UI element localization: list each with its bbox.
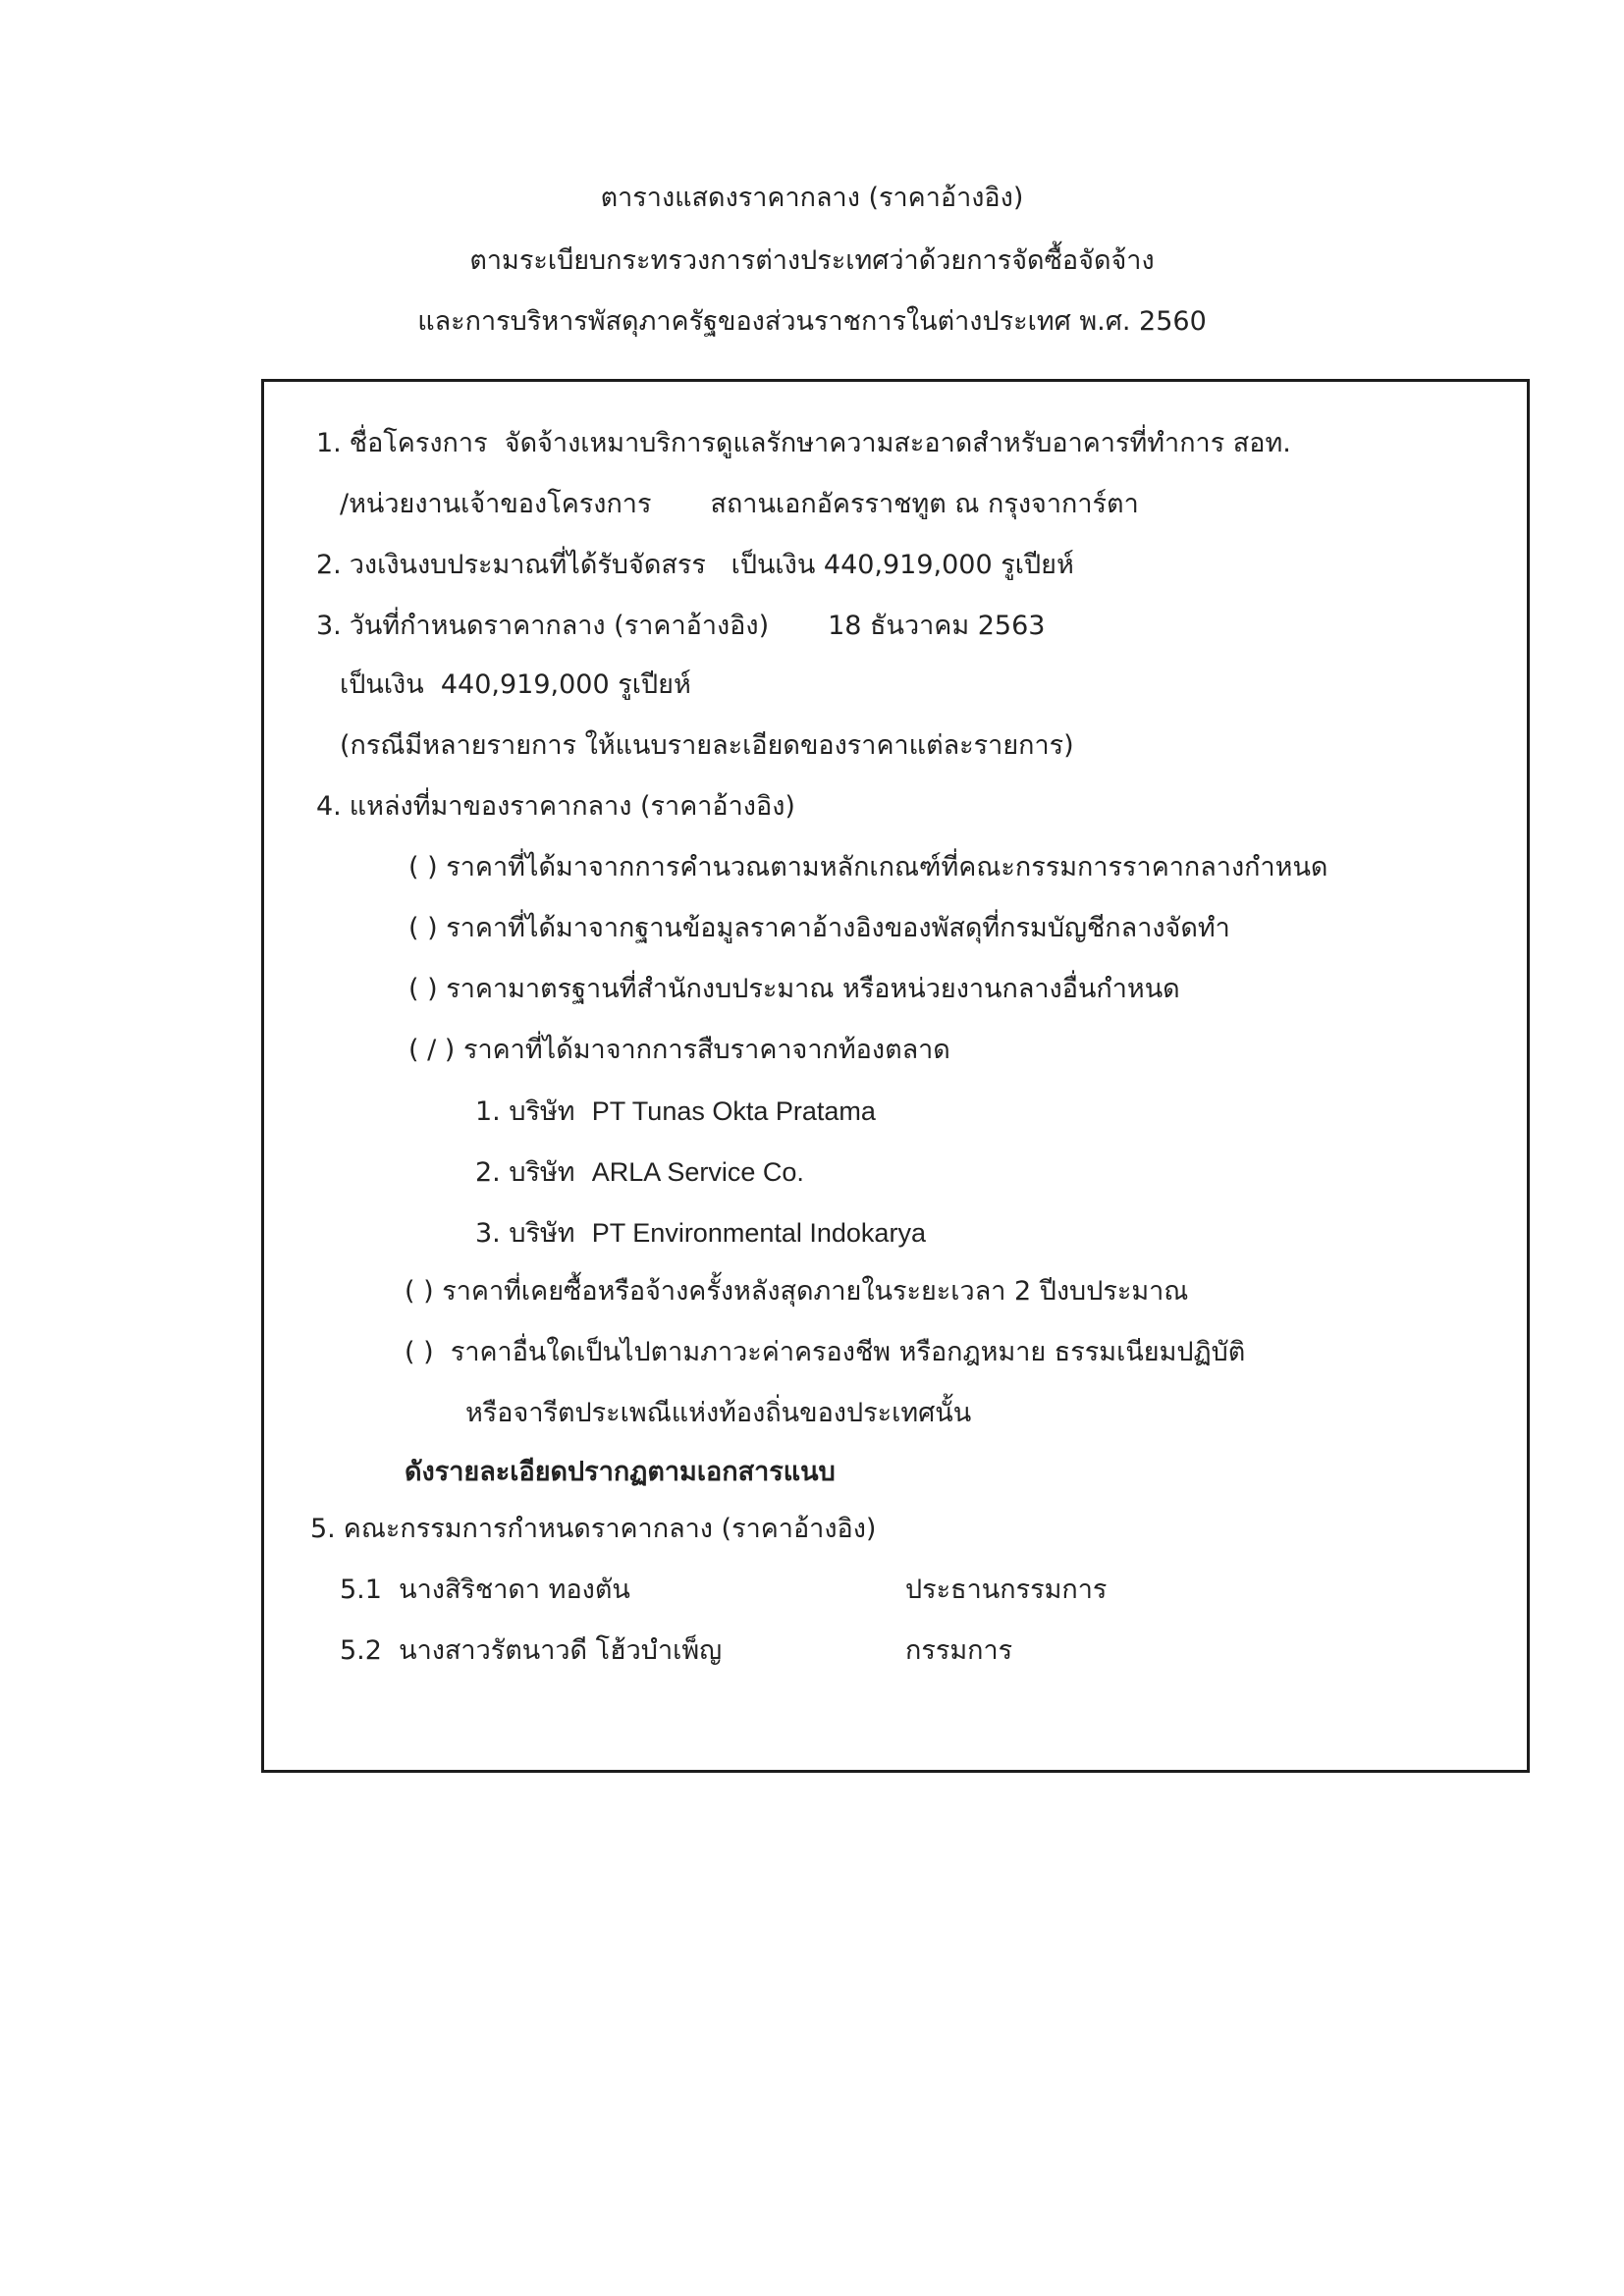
owner-value: สถานเอกอัครราชทูต ณ กรุงจาการ์ตา <box>710 489 1139 519</box>
checkbox-mark: ( ) <box>405 1276 434 1307</box>
item-label: ชื่อโครงการ <box>349 428 488 458</box>
company-item <box>475 1154 804 1191</box>
price-source-option <box>405 1274 1188 1309</box>
budget-amount: 440,919,000 <box>823 550 993 580</box>
item-number: 4. <box>316 791 342 822</box>
amount-prefix: เป็นเงิน <box>340 669 424 700</box>
member-name: นางสาวรัตนาวดี โฮ้วบำเพ็ญ <box>399 1635 723 1666</box>
member-number: 5.2 <box>340 1635 382 1666</box>
option-text: ราคาที่ได้มาจากการคำนวณตามหลักเกณฑ์ที่คณะกรรมการราคากลางกำหนด <box>446 852 1328 882</box>
company-prefix: บริษัท <box>509 1218 575 1249</box>
item-3-amount <box>340 667 691 703</box>
company-name: ARLA Service Co. <box>591 1157 804 1187</box>
currency: รูเปียห์ <box>618 669 691 700</box>
price-source-option-selected <box>408 1033 950 1068</box>
option-text: ราคามาตรฐานที่สำนักงบประมาณ หรือหน่วยงานกลางอื่นกำหนด <box>446 974 1180 1004</box>
price-source-option-continuation: หรือจารีตประเพณีแห่งท้องถิ่นของประเทศนั้น <box>465 1398 972 1428</box>
company-number: 1. <box>475 1096 501 1127</box>
reference-date: 18 ธันวาคม 2563 <box>828 611 1046 641</box>
company-number: 3. <box>475 1218 501 1249</box>
item-number: 3. <box>316 611 342 641</box>
member-role: กรรมการ <box>905 1635 1013 1666</box>
checkbox-mark: ( ) <box>408 974 438 1004</box>
member-name: นางสิริชาดา ทองตัน <box>399 1575 630 1605</box>
item-number: 5. <box>310 1514 336 1544</box>
option-text: ราคาที่ได้มาจากฐานข้อมูลราคาอ้างอิงของพัสดุที่กรมบัญชีกลางจัดทำ <box>446 913 1230 943</box>
attachment-note: ดังรายละเอียดปรากฏตามเอกสารแนบ <box>405 1457 836 1487</box>
item-number: 2. <box>316 550 342 580</box>
item-3-reference-date <box>316 609 1045 644</box>
item-label: คณะกรรมการกำหนดราคากลาง (ราคาอ้างอิง) <box>343 1514 877 1544</box>
price-source-option <box>408 972 1180 1007</box>
checkbox-mark: ( ) <box>408 913 438 943</box>
company-item <box>475 1215 926 1252</box>
checkbox-mark: ( / ) <box>408 1035 456 1065</box>
option-text: ราคาที่เคยซื้อหรือจ้างครั้งหลังสุดภายในระยะเวลา 2 ปีงบประมาณ <box>442 1276 1189 1307</box>
item-label: แหล่งที่มาของราคากลาง (ราคาอ้างอิง) <box>349 791 795 822</box>
price-source-option <box>408 911 1230 946</box>
item-4-price-source <box>316 789 795 825</box>
committee-member <box>340 1573 630 1608</box>
option-text: ราคาอื่นใดเป็นไปตามภาวะค่าครองชีพ หรือกฎหมาย ธรรมเนียมปฏิบัติ <box>450 1337 1246 1367</box>
currency: รูเปียห์ <box>1001 550 1074 580</box>
company-item <box>475 1094 876 1130</box>
price-source-option <box>405 1335 1245 1370</box>
committee-member <box>340 1633 722 1669</box>
amount-prefix: เป็นเงิน <box>731 550 816 580</box>
document-title-line-1: ตารางแสดงราคากลาง (ราคาอ้างอิง) <box>600 183 1024 213</box>
content-frame <box>261 379 1530 1773</box>
option-text: ราคาที่ได้มาจากการสืบราคาจากท้องตลาด <box>462 1035 950 1065</box>
item-label: วันที่กำหนดราคากลาง (ราคาอ้างอิง) <box>349 611 770 641</box>
member-number: 5.1 <box>340 1575 382 1605</box>
company-name: PT Tunas Okta Pratama <box>591 1096 876 1126</box>
company-number: 2. <box>475 1157 501 1188</box>
item-1-project-name <box>316 426 1291 461</box>
item-label: วงเงินงบประมาณที่ได้รับจัดสรร <box>349 550 706 580</box>
item-number: 1. <box>316 428 342 458</box>
item-2-budget <box>316 548 1074 583</box>
item-3-note: (กรณีมีหลายรายการ ให้แนบรายละเอียดของราคาแต่ละรายการ) <box>340 730 1074 761</box>
document-title-line-3: และการบริหารพัสดุภาครัฐของส่วนราชการในต่างประเทศ พ.ศ. 2560 <box>417 306 1207 337</box>
price-source-option <box>408 850 1327 885</box>
item-5-committee <box>310 1512 876 1547</box>
item-1-owner <box>340 487 1139 522</box>
company-name: PT Environmental Indokarya <box>591 1218 926 1248</box>
checkbox-mark: ( ) <box>405 1337 434 1367</box>
member-role: ประธานกรรมการ <box>905 1575 1108 1605</box>
document-title-line-2: ตามระเบียบกระทรวงการต่างประเทศว่าด้วยการจัดซื้อจัดจ้าง <box>469 245 1155 276</box>
checkbox-mark: ( ) <box>408 852 438 882</box>
project-name-value: จัดจ้างเหมาบริการดูแลรักษาความสะอาดสำหรับอาคารที่ทำการ สอท. <box>504 428 1291 458</box>
reference-amount: 440,919,000 <box>440 669 610 700</box>
company-prefix: บริษัท <box>509 1157 575 1188</box>
company-prefix: บริษัท <box>509 1096 575 1127</box>
owner-label: /หน่วยงานเจ้าของโครงการ <box>340 489 652 519</box>
